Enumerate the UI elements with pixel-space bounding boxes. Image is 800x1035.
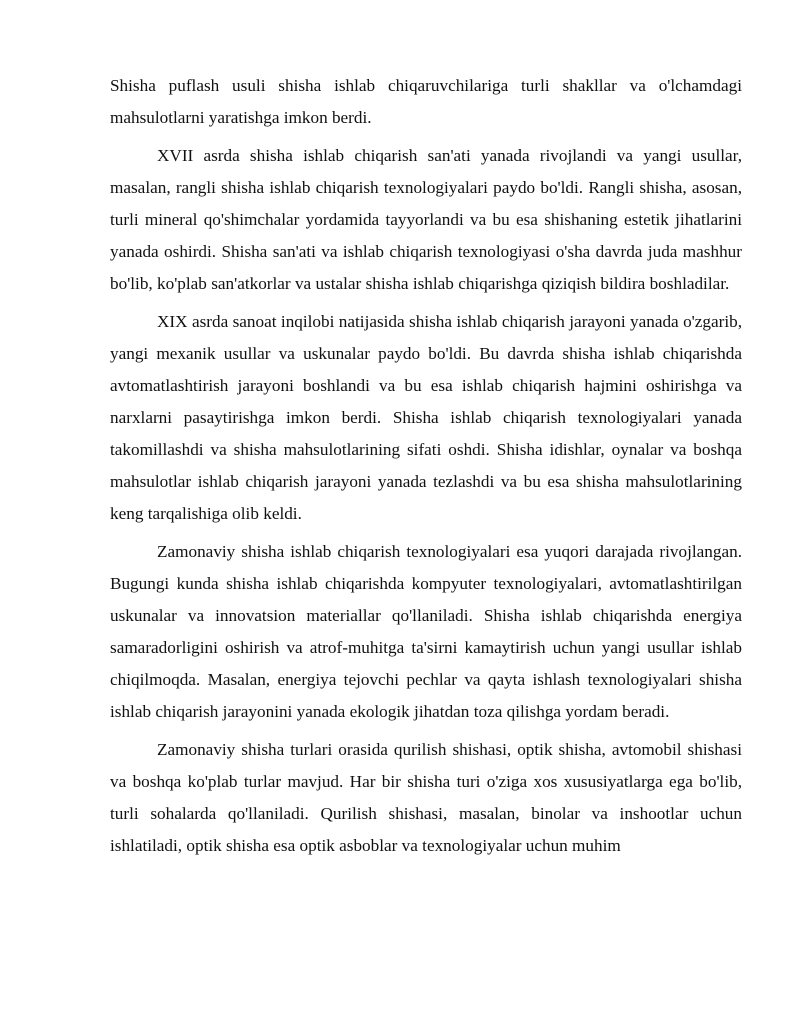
document-page xyxy=(110,70,742,868)
paragraph-modern-glass-types: Zamonaviy shisha turlari orasida qurilish shishasi, optik shisha, avtomobil shishasi va boshqa ko'plab turlar mavjud. Har bir shisha turi o'ziga xos xususiyatlarga ega bo'lib, turli sohalarda qo'llaniladi. Qurilish shishasi, masalan, binolar va inshootlar uchun ishlatiladi, optik shisha esa optik asboblar va texnologiyalar uchun muhim xyxy=(110,740,742,855)
paragraph-modern-technologies: Zamonaviy shisha ishlab chiqarish texnologiyalari esa yuqori darajada rivojlangan. Bugungi kunda shisha ishlab chiqarishda kompyuter texnologiyalari, avtomatlashtirilgan uskunalar va innovatsion materiallar qo'llaniladi. Shisha ishlab chiqarishda energiya samaradorligini oshirish va atrof-muhitga ta'sirni kamaytirish uchun yangi usullar ishlab chiqilmoqda. Masalan, energiya tejovchi pechlar va qayta ishlash texnologiyalari shisha ishlab chiqarish jarayonini yanada ekologik jihatdan toza qilishga yordam beradi. xyxy=(110,542,742,721)
paragraph-glass-blowing: Shisha puflash usuli shisha ishlab chiqaruvchilariga turli shakllar va o'lchamdagi mahsulotlarni yaratishga imkon berdi. xyxy=(110,76,742,127)
paragraph-17th-century: XVII asrda shisha ishlab chiqarish san'ati yanada rivojlandi va yangi usullar, masalan, rangli shisha ishlab chiqarish texnologiyalari paydo bo'ldi. Rangli shisha, asosan, turli mineral qo'shimchalar yordamida tayyorlandi va bu esa shishaning estetik jihatlarini yanada oshirdi. Shisha san'ati va ishlab chiqarish texnologiyasi o'sha davrda juda mashhur bo'lib, ko'plab san'atkorlar va ustalar shisha ishlab chiqarishga qiziqish bildira boshladilar. xyxy=(110,146,742,293)
paragraph-19th-century: XIX asrda sanoat inqilobi natijasida shisha ishlab chiqarish jarayoni yanada o'zgarib, yangi mexanik usullar va uskunalar paydo bo'ldi. Bu davrda shisha ishlab chiqarishda avtomatlashtirish jarayoni boshlandi va bu esa ishlab chiqarish hajmini oshirishga va narxlarni pasaytirishga imkon berdi. Shisha ishlab chiqarish texnologiyalari yanada takomillashdi va shisha mahsulotlarining sifati oshdi. Shisha idishlar, oynalar va boshqa mahsulotlar ishlab chiqarish jarayoni yanada tezlashdi va bu esa shisha mahsulotlarining keng tarqalishiga olib keldi. xyxy=(110,312,742,523)
